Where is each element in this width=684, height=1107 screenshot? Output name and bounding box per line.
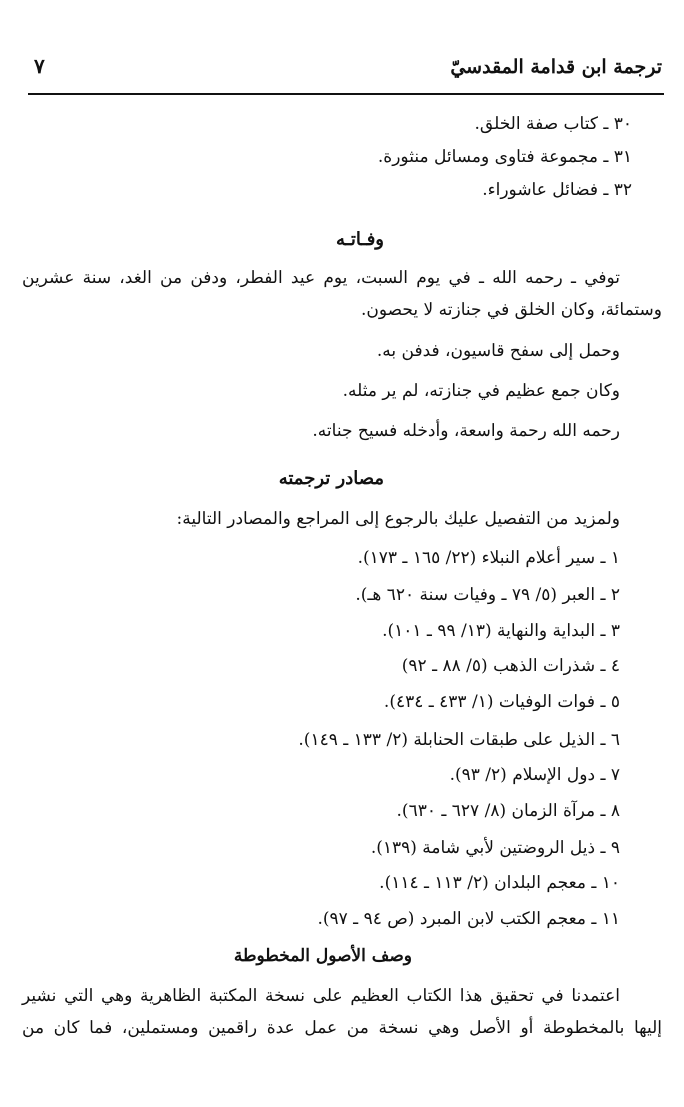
sources-heading: مصادر ترجمته	[278, 468, 384, 489]
source-item: ١ ـ سير أعلام النبلاء (٢٢/ ١٦٥ ـ ١٧٣).	[357, 548, 620, 568]
death-paragraph: وكان جمع عظيم في جنازته، لم ير مثله.	[342, 381, 620, 401]
death-paragraph: وحمل إلى سفح قاسيون، فدفن به.	[376, 341, 620, 361]
source-item: ٧ ـ دول الإسلام (٢/ ٩٣).	[449, 765, 620, 785]
source-item: ٢ ـ العبر (٥/ ٧٩ ـ وفيات سنة ٦٢٠ هـ).	[355, 585, 620, 605]
source-item: ٨ ـ مرآة الزمان (٨/ ٦٢٧ ـ ٦٣٠).	[396, 801, 620, 821]
works-list-item: ٣١ ـ مجموعة فتاوى ومسائل منثورة.	[377, 147, 632, 167]
source-item: ٦ ـ الذيل على طبقات الحنابلة (٢/ ١٣٣ ـ ١٤٩).	[298, 730, 620, 750]
source-item: ٣ ـ البداية والنهاية (١٣/ ٩٩ ـ ١٠١).	[382, 621, 620, 641]
running-title: ترجمة ابن قدامة المقدسيّ	[450, 56, 662, 78]
works-list-item: ٣٢ ـ فضائل عاشوراء.	[482, 180, 632, 200]
page-header	[30, 52, 662, 88]
death-paragraph-line: وستمائة، وكان الخلق في جنازته لا يحصون.	[361, 300, 662, 320]
death-heading: وفـاتـه	[336, 229, 384, 250]
source-item: ٤ ـ شذرات الذهب (٥/ ٨٨ ـ ٩٢)	[401, 656, 620, 676]
death-paragraph: رحمه الله رحمة واسعة، وأدخله فسيح جناته.	[312, 421, 620, 441]
manuscript-heading: وصف الأصول المخطوطة	[233, 946, 412, 966]
source-item: ١١ ـ معجم الكتب لابن المبرد (ص ٩٤ ـ ٩٧).	[317, 909, 620, 929]
source-item: ١٠ ـ معجم البلدان (٢/ ١١٣ ـ ١١٤).	[379, 873, 620, 893]
header-rule	[28, 93, 664, 95]
manuscript-paragraph-line: اعتمدنا في تحقيق هذا الكتاب العظيم على نسخة المكتبة الظاهرية وهي التي نشير	[22, 986, 620, 1006]
works-list-item: ٣٠ ـ كتاب صفة الخلق.	[474, 114, 632, 134]
page-number: ٧	[34, 54, 45, 78]
manuscript-paragraph-line: إليها بالمخطوطة أو الأصل وهي نسخة من عمل عدة راقمين ومستملين، فما كان من	[22, 1018, 662, 1038]
sources-intro: ولمزيد من التفصيل عليك بالرجوع إلى المراجع والمصادر التالية:	[176, 509, 620, 529]
death-paragraph-line: توفي ـ رحمه الله ـ في يوم السبت، يوم عيد الفطر، ودفن من الغد، سنة عشرين	[22, 268, 620, 288]
source-item: ٥ ـ فوات الوفيات (١/ ٤٣٣ ـ ٤٣٤).	[383, 692, 620, 712]
source-item: ٩ ـ ذيل الروضتين لأبي شامة (١٣٩).	[370, 838, 620, 858]
